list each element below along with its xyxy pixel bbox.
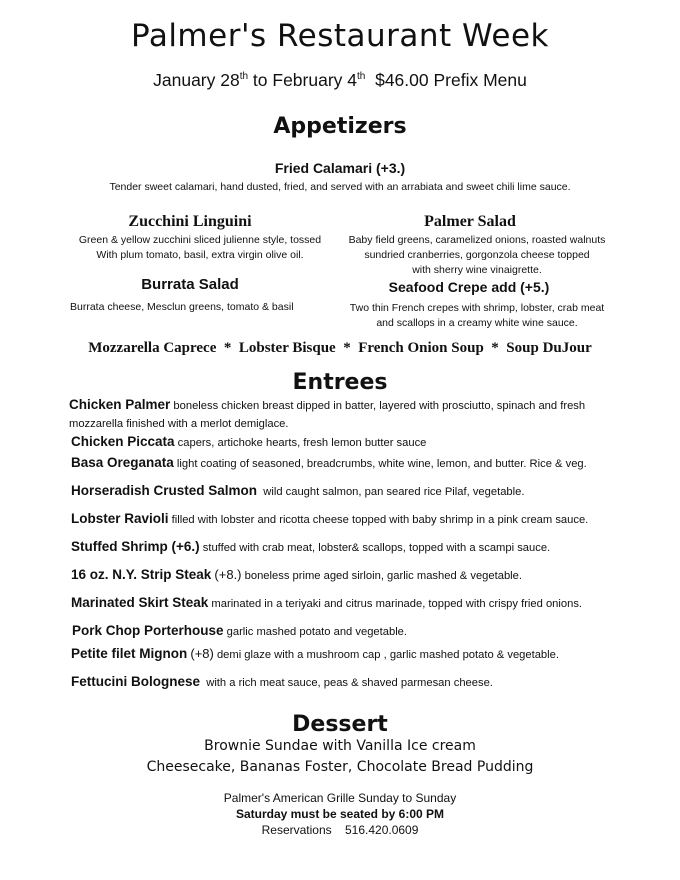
entree-desc: wild caught salmon, pan seared rice Pilaf, vegetable.: [263, 486, 525, 498]
appetizer-name: Burrata Salad: [141, 276, 239, 293]
footer-reservations: [0, 823, 680, 837]
appetizer-desc: Burrata cheese, Mesclun greens, tomato & basil: [70, 301, 294, 313]
entree-name: Marinated Skirt Steak: [71, 595, 209, 610]
entree-name: Pork Chop Porterhouse: [72, 623, 224, 638]
appetizer-name: Palmer Salad: [424, 213, 516, 230]
entree-item: [71, 482, 524, 501]
desc-line: sundried cranberries, gorgonzola cheese topped: [364, 249, 590, 261]
footer-hours: Palmer's American Grille Sunday to Sunday: [223, 791, 457, 805]
entree-item: [71, 538, 550, 557]
entree-name: Horseradish Crusted Salmon: [71, 483, 258, 498]
entree-desc: boneless chicken breast dipped in batter, layered with prosciutto, spinach and fresh mozzarella finished with a merlot demiglace.: [69, 400, 586, 430]
entree-name: Petite filet Mignon: [71, 646, 188, 661]
entree-desc: marinated in a teriyaki and citrus marinade, topped with crispy fried onions.: [211, 598, 583, 610]
appetizer-desc: Tender sweet calamari, hand dusted, fried, and served with an arrabiata and sweet chili lime sauce.: [109, 181, 571, 193]
footer-saturday-note: Saturday must be seated by 6:00 PM: [235, 807, 445, 821]
reservations-label: Reservations: [261, 823, 332, 837]
entree-desc: with a rich meat sauce, peas & shaved parmesan cheese.: [206, 677, 493, 689]
appetizers-heading: Appetizers: [273, 114, 407, 139]
entree-desc: filled with lobster and ricotta cheese topped with baby shrimp in a pink cream sauce.: [171, 514, 589, 526]
desc-line: Baby field greens, caramelized onions, roasted walnuts: [348, 234, 606, 246]
desc-line: Green & yellow zucchini sliced julienne style, tossed: [78, 234, 322, 246]
entree-item: [71, 510, 588, 529]
appetizer-desc: [344, 233, 610, 278]
desc-line: Two thin French crepes with shrimp, lobster, crab meat: [349, 302, 605, 314]
entrees-heading: Entrees: [292, 370, 388, 395]
entree-desc: stuffed with crab meat, lobster& scallops, topped with a scampi sauce.: [202, 542, 551, 554]
entree-item: [71, 433, 426, 452]
entree-desc: boneless prime aged sirloin, garlic mashed & vegetable.: [244, 570, 522, 582]
end-date: to February 4: [248, 70, 358, 90]
prefix-price: $46.00 Prefix Menu: [375, 70, 527, 90]
appetizer-desc: [70, 233, 330, 263]
entree-item: [71, 454, 587, 473]
entree-item: [69, 396, 629, 433]
dessert-line: Brownie Sundae with Vanilla Ice cream: [204, 738, 476, 754]
entree-item: [71, 566, 522, 585]
entree-price: (+8): [190, 646, 214, 661]
desc-line: and scallops in a creamy white wine sauce.: [376, 317, 578, 329]
appetizer-desc: [344, 301, 610, 331]
appetizer-name: Fried Calamari (+3.): [274, 160, 406, 176]
entree-name: Stuffed Shrimp (+6.): [71, 539, 200, 554]
entree-desc: garlic mashed potato and vegetable.: [226, 626, 408, 638]
entree-name: Chicken Piccata: [71, 434, 175, 449]
dessert-heading: Dessert: [292, 712, 388, 737]
desc-line: With plum tomato, basil, extra virgin olive oil.: [96, 249, 304, 261]
entree-desc: demi glaze with a mushroom cap , garlic mashed potato & vegetable.: [216, 649, 559, 661]
entree-desc: capers, artichoke hearts, fresh lemon butter sauce: [177, 437, 427, 449]
entree-name: Chicken Palmer: [69, 397, 171, 412]
end-date-suffix: th: [357, 71, 366, 83]
soups-line: Mozzarella Caprece * Lobster Bisque * French Onion Soup * Soup DuJour: [88, 340, 592, 356]
start-date-suffix: th: [239, 71, 249, 83]
appetizer-name: Zucchini Linguini: [128, 213, 252, 230]
menu-dates-price: [0, 70, 680, 91]
entree-item: [71, 594, 582, 613]
entree-name: Fettucini Bolognese: [71, 674, 201, 689]
entree-item: [71, 673, 493, 692]
entree-name: 16 oz. N.Y. Strip Steak: [71, 567, 212, 582]
entree-name: Basa Oreganata: [71, 455, 174, 470]
desc-line: with sherry wine vinaigrette.: [412, 264, 542, 276]
appetizer-name: Seafood Crepe add (+5.): [388, 279, 550, 295]
page-title: Palmer's Restaurant Week: [131, 18, 549, 54]
dessert-line: Cheesecake, Bananas Foster, Chocolate Bread Pudding: [146, 759, 534, 775]
phone-number: 516.420.0609: [344, 823, 419, 837]
start-date: January 28: [153, 70, 240, 90]
entree-item: [71, 645, 559, 664]
entree-item: [72, 622, 407, 641]
entree-name: Lobster Ravioli: [71, 511, 169, 526]
entree-desc: light coating of seasoned, breadcrumbs, white wine, lemon, and butter. Rice & veg.: [176, 458, 587, 470]
entree-price: (+8.): [214, 567, 242, 582]
